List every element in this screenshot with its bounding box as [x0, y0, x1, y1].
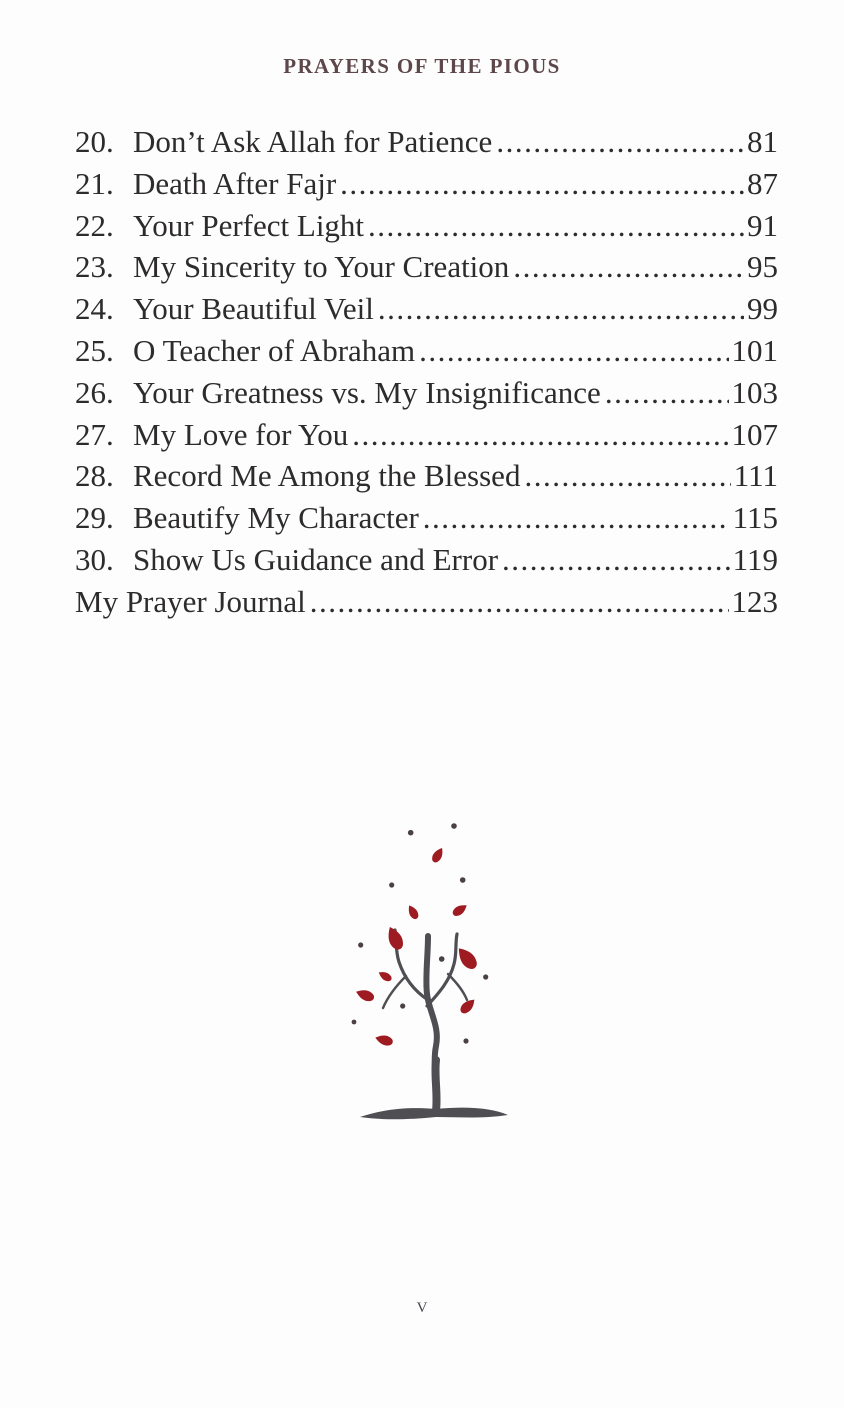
toc-entry-page: 81: [747, 124, 778, 159]
toc-entry-page: 101: [731, 332, 778, 368]
tree-leaves: [354, 846, 480, 1047]
toc-leader-dots: [352, 417, 728, 453]
toc-entry-page: 99: [747, 291, 778, 327]
toc-entry-number: 20.: [75, 124, 114, 159]
toc-entry-number: 30.: [75, 541, 114, 577]
page-number: v: [416, 1292, 428, 1317]
toc-entry-page: 103: [731, 374, 778, 410]
toc-leader-dots: [496, 124, 744, 160]
toc-entry: [75, 458, 778, 500]
toc-entry: [75, 208, 778, 250]
toc-entry-page: 107: [731, 416, 778, 452]
toc-entry-page: 95: [747, 249, 778, 285]
table-of-contents: [75, 124, 778, 626]
toc-entry: [75, 375, 778, 417]
toc-leader-dots: [368, 208, 744, 244]
toc-entry-page: 119: [732, 541, 778, 577]
toc-entry: [75, 584, 778, 626]
toc-entry-page: 91: [747, 207, 778, 243]
toc-entry-title: Show Us Guidance and Error: [133, 541, 499, 577]
toc-entry-title: My Love for You: [133, 416, 349, 452]
toc-entry: [75, 166, 778, 208]
toc-entry: [75, 124, 778, 166]
toc-entry-title: Your Perfect Light: [133, 207, 365, 243]
toc-entry-number: 27.: [75, 416, 114, 452]
toc-entry-title: Record Me Among the Blessed: [133, 458, 521, 494]
toc-leader-dots: [419, 333, 728, 369]
tree-ground: [360, 1108, 508, 1120]
toc-entry: [75, 500, 778, 542]
toc-leader-dots: [524, 458, 730, 494]
toc-entry-number: 22.: [75, 207, 114, 243]
toc-entry: [75, 291, 778, 333]
toc-entry-page: 115: [732, 500, 778, 536]
toc-entry-title: Your Greatness vs. My Insignificance: [133, 374, 601, 410]
toc-entry-title: My Prayer Journal: [75, 583, 306, 619]
toc-leader-dots: [340, 166, 744, 202]
toc-entry-title: Beautify My Character: [133, 500, 419, 536]
toc-leader-dots: [378, 291, 744, 327]
toc-entry-page: 87: [747, 165, 778, 201]
toc-leader-dots: [513, 249, 744, 285]
toc-entry-title: O Teacher of Abraham: [133, 332, 416, 368]
autumn-tree-illustration: [342, 808, 522, 1138]
toc-leader-dots: [310, 584, 729, 620]
toc-leader-dots: [502, 542, 730, 578]
toc-leader-dots: [423, 500, 730, 536]
toc-entry-title: Don’t Ask Allah for Patience: [133, 124, 493, 159]
tree-branches: [383, 930, 467, 1111]
toc-entry-page: 123: [731, 583, 778, 619]
toc-entry-title: My Sincerity to Your Creation: [133, 249, 510, 285]
toc-entry-number: 28.: [75, 458, 114, 494]
toc-entry: [75, 542, 778, 584]
toc-entry-number: 29.: [75, 500, 114, 536]
toc-entry-number: 25.: [75, 332, 114, 368]
toc-entry-page: 111: [733, 458, 778, 494]
toc-entry-title: Death After Fajr: [133, 165, 337, 201]
toc-entry-number: 21.: [75, 165, 114, 201]
toc-entry-title: Your Beautiful Veil: [133, 291, 374, 327]
running-header: PRAYERS OF THE PIOUS: [283, 54, 561, 78]
toc-entry: [75, 333, 778, 375]
toc-entry-number: 24.: [75, 291, 114, 327]
toc-entry-number: 23.: [75, 249, 114, 285]
toc-entry: [75, 417, 778, 459]
toc-entry-number: 26.: [75, 374, 114, 410]
toc-leader-dots: [605, 375, 729, 411]
toc-entry: [75, 249, 778, 291]
